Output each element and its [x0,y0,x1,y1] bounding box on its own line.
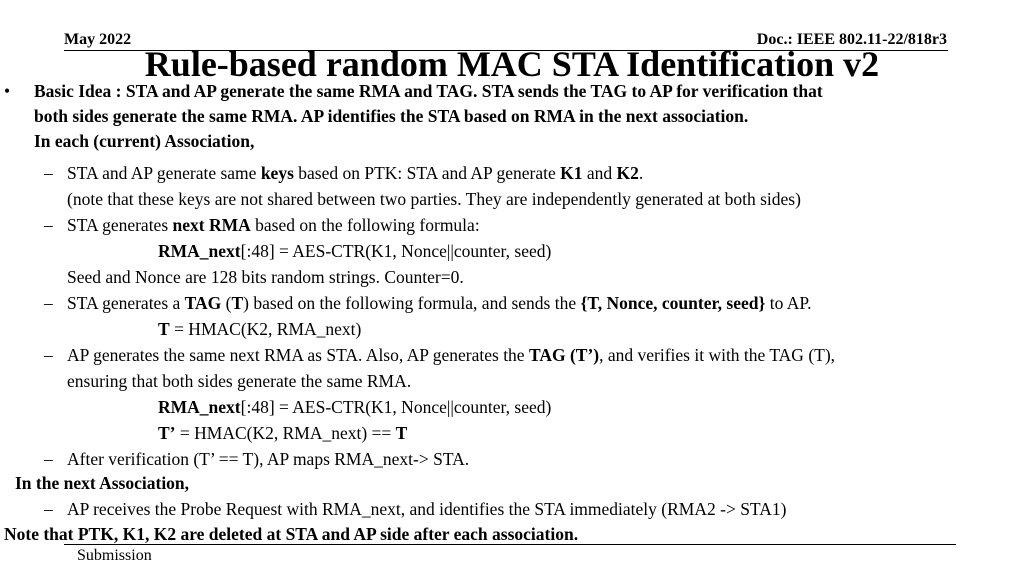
item-keys-note: (note that these keys are not shared between two parties. They are independently generated at both sides) [67,189,801,209]
item-keys: STA and AP generate same keys based on PTK: STA and AP generate K1 and K2. [67,163,644,183]
footer-submission: Submission [77,547,152,564]
item-probe-request: AP receives the Probe Request with RMA_next, and identifies the STA immediately (RMA2 -> STA1) [67,499,787,519]
formula-ap-tag: T’ = HMAC(K2, RMA_next) == T [158,423,408,443]
header-date: May 2022 [64,31,132,48]
current-association-heading: In each (current) Association, [34,131,255,151]
dash-icon: – [44,163,53,183]
header-doc-id: Doc.: IEEE 802.11-22/818r3 [756,31,947,48]
item-tag: STA generates a TAG (T) based on the following formula, and sends the {T, Nonce, counter, seed} to AP. [67,293,812,313]
basic-idea-line-1: Basic Idea : STA and AP generate the same RMA and TAG. STA sends the TAG to AP for verification that [34,81,823,101]
dash-icon: – [44,499,53,519]
seed-note: Seed and Nonce are 128 bits random strings. Counter=0. [67,267,464,287]
basic-idea-line-2: both sides generate the same RMA. AP identifies the STA based on RMA in the next association. [34,106,749,126]
slide-title: Rule-based random MAC STA Identification v2 [144,44,880,84]
dash-icon: – [44,345,53,365]
item-ap-verify-line-2: ensuring that both sides generate the same RMA. [67,371,412,391]
dash-icon: – [44,293,53,313]
formula-ap-rma-next: RMA_next[:48] = AES-CTR(K1, Nonce||counter, seed) [158,397,552,417]
dash-icon: – [44,215,53,235]
formula-tag: T = HMAC(K2, RMA_next) [158,319,362,339]
deletion-note: Note that PTK, K1, K2 are deleted at STA and AP side after each association. [4,524,579,544]
item-next-rma: STA generates next RMA based on the following formula: [67,215,480,235]
item-ap-verify: AP generates the same next RMA as STA. Also, AP generates the TAG (T’), and verifies it with the TAG (T), [67,345,836,365]
next-association-heading: In the next Association, [15,473,190,493]
bullet-icon: • [4,81,11,101]
formula-rma-next: RMA_next[:48] = AES-CTR(K1, Nonce||counter, seed) [158,241,552,261]
dash-icon: – [44,449,53,469]
footer-rule [64,544,956,545]
item-after-verification: After verification (T’ == T), AP maps RMA_next-> STA. [67,449,470,469]
